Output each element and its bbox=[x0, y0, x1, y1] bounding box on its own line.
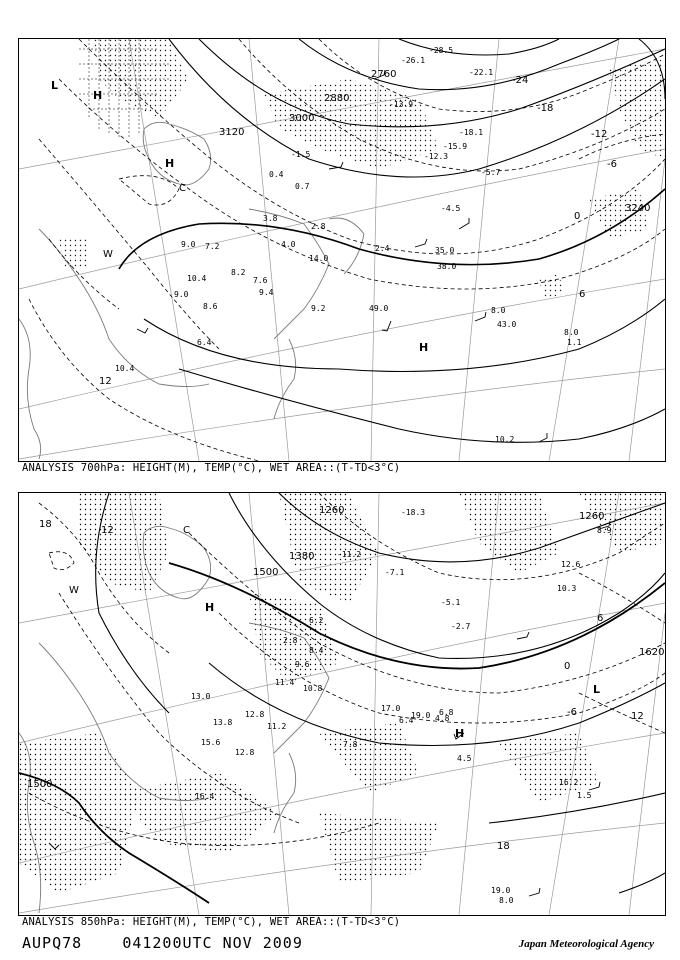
isotherm-label: -18 bbox=[537, 103, 554, 114]
station-plot-value: 8.9 bbox=[597, 526, 612, 535]
isotherm-label: 6 bbox=[597, 613, 604, 624]
station-plot-value: 35.0 bbox=[435, 246, 455, 255]
station-plot-value: 2.8 bbox=[311, 222, 326, 231]
station-plot-value: 6.2 bbox=[309, 616, 324, 625]
isotherm-label: 12 bbox=[101, 525, 114, 536]
station-plot-value: -15.9 bbox=[443, 142, 468, 151]
caption-850hpa: ANALYSIS 850hPa: HEIGHT(M), TEMP(°C), WET AREA::(T-TD<3°C) bbox=[22, 916, 401, 928]
station-plot-value: -2.7 bbox=[451, 622, 471, 631]
station-plot-value: 43.0 bbox=[497, 320, 517, 329]
product-header bbox=[22, 934, 303, 952]
height-contour-label: 1620 bbox=[639, 647, 665, 658]
pressure-center-label: H bbox=[419, 341, 429, 354]
station-plot-value: 6.4 bbox=[197, 338, 212, 347]
height-contour-label: 3240 bbox=[625, 203, 651, 214]
station-plot-value: 0.7 bbox=[295, 182, 310, 191]
station-plot-value: -5.7 bbox=[481, 168, 501, 177]
pressure-center-label: L bbox=[593, 683, 601, 696]
station-plot-value: 4.0 bbox=[281, 240, 296, 249]
pressure-center-label: H bbox=[455, 727, 465, 740]
station-plot-value: 7.8 bbox=[343, 740, 358, 749]
station-plot-value: -4.5 bbox=[441, 204, 461, 213]
pressure-center-label: L bbox=[51, 79, 59, 92]
station-plot-value: 10.4 bbox=[187, 274, 207, 283]
wet-area-shading bbox=[59, 39, 665, 299]
height-contour-label: 1500 bbox=[27, 779, 53, 790]
agency-credit: Japan Meteorological Agency bbox=[518, 938, 654, 950]
height-contour-label: 1260 bbox=[579, 511, 605, 522]
station-plot-value: 11.4 bbox=[275, 678, 295, 687]
isotherm-label: W bbox=[103, 249, 113, 260]
isotherm-label: 12 bbox=[99, 376, 112, 387]
height-contour-label: 2760 bbox=[371, 69, 397, 80]
height-contour-label: 1260 bbox=[319, 505, 345, 516]
map-700hpa-canvas bbox=[19, 39, 665, 461]
isotherm-label: -12 bbox=[591, 129, 608, 140]
station-plot-value: -18.3 bbox=[401, 508, 426, 517]
station-plot-value: 3.8 bbox=[263, 214, 278, 223]
station-plot-value: 8.4 bbox=[309, 646, 324, 655]
pressure-center-label: H bbox=[165, 157, 175, 170]
station-plot-value: 16.4 bbox=[195, 792, 215, 801]
station-plot-value: 11.2 bbox=[267, 722, 287, 731]
station-plot-value: 14.0 bbox=[309, 254, 329, 263]
station-plot-value: -11.2 bbox=[337, 550, 362, 559]
isotherm-label: -6 bbox=[607, 159, 617, 170]
station-plot-value: -13.9 bbox=[389, 100, 414, 109]
station-plot-value: 16.2 bbox=[559, 778, 579, 787]
station-plot-value: 4.5 bbox=[457, 754, 472, 763]
station-plot-value: 38.0 bbox=[437, 262, 457, 271]
station-plot-value: -28.5 bbox=[429, 46, 454, 55]
station-plot-value: 1.5 bbox=[577, 791, 592, 800]
station-plot-value: -7.1 bbox=[385, 568, 405, 577]
height-contour-label: 1380 bbox=[289, 551, 315, 562]
station-plot-value: 2.8 bbox=[283, 636, 298, 645]
station-plot-value: 7.6 bbox=[253, 276, 268, 285]
station-plot-value: -1.5 bbox=[291, 150, 311, 159]
isotherm-label: 6 bbox=[579, 289, 586, 300]
station-plot-value: 6.4 bbox=[399, 716, 414, 725]
isotherm-label: 12 bbox=[631, 711, 644, 722]
isotherm-label: W bbox=[69, 585, 79, 596]
station-plot-value: 8.2 bbox=[231, 268, 246, 277]
station-plot-value: 49.0 bbox=[369, 304, 389, 313]
station-plot-value: 10.3 bbox=[557, 584, 577, 593]
station-plot-value: -26.1 bbox=[401, 56, 426, 65]
station-plot-value: 8.0 bbox=[499, 896, 514, 905]
isotherm-label: 0 bbox=[574, 211, 581, 222]
product-code: AUPQ78 bbox=[22, 934, 83, 952]
station-plot-value: 12.8 bbox=[235, 748, 255, 757]
station-plot-value: 8.0 bbox=[491, 306, 506, 315]
station-plot-value: 8.6 bbox=[203, 302, 218, 311]
isotherm-label: 0 bbox=[564, 661, 571, 672]
station-plot-value: 1.1 bbox=[567, 338, 582, 347]
coastlines bbox=[19, 122, 364, 459]
station-plot-value: 10.2 bbox=[495, 435, 515, 444]
station-plot-value: 9.2 bbox=[311, 304, 326, 313]
station-plot-value: 4.8 bbox=[435, 714, 450, 723]
station-plot-value: 10.8 bbox=[303, 684, 323, 693]
station-plot-value: 15.6 bbox=[201, 738, 221, 747]
analysis-700hpa-map bbox=[18, 38, 666, 462]
station-plot-value: 7.2 bbox=[205, 242, 220, 251]
station-plot-value: 17.0 bbox=[381, 704, 401, 713]
station-plot-value: 0.4 bbox=[269, 170, 284, 179]
height-contour-label: 3000 bbox=[289, 113, 315, 124]
analysis-850hpa-map bbox=[18, 492, 666, 916]
isotherm-label: C bbox=[179, 183, 186, 194]
station-plot-value: 9.6 bbox=[295, 660, 310, 669]
isotherm-label: -6 bbox=[567, 707, 577, 718]
height-contour-label: 2880 bbox=[324, 93, 350, 104]
station-plot-value: -18.1 bbox=[459, 128, 484, 137]
station-plot-value: 10.4 bbox=[115, 364, 135, 373]
station-plot-value: 6.8 bbox=[439, 708, 454, 717]
isotherm-label: 18 bbox=[39, 519, 52, 530]
station-plot-value: 12.8 bbox=[245, 710, 265, 719]
station-plot-value: 9.0 bbox=[174, 290, 189, 299]
station-plot-value: -5.1 bbox=[441, 598, 461, 607]
analysis-datetime: 041200UTC NOV 2009 bbox=[122, 934, 303, 952]
map-850hpa-canvas bbox=[19, 493, 665, 915]
pressure-center-label: H bbox=[205, 601, 215, 614]
station-plot-value: 13.8 bbox=[213, 718, 233, 727]
station-plot-value: 13.0 bbox=[191, 692, 211, 701]
station-plot-value: -22.1 bbox=[469, 68, 494, 77]
height-contour-label: 3120 bbox=[219, 127, 245, 138]
station-plot-value: 2.4 bbox=[375, 244, 390, 253]
isotherm-label: C bbox=[183, 525, 190, 536]
station-plot-value: 9.0 bbox=[181, 240, 196, 249]
caption-700hpa: ANALYSIS 700hPa: HEIGHT(M), TEMP(°C), WET AREA::(T-TD<3°C) bbox=[22, 462, 401, 474]
isotherm-label: 18 bbox=[497, 841, 510, 852]
isotherm-label: -24 bbox=[512, 75, 529, 86]
station-plot-value: 9.4 bbox=[259, 288, 274, 297]
station-plot-value: 19.0 bbox=[411, 711, 431, 720]
height-contour-label: 1500 bbox=[253, 567, 279, 578]
station-plot-value: 12.6 bbox=[561, 560, 581, 569]
pressure-center-label: H bbox=[93, 89, 103, 102]
station-plot-value: 8.0 bbox=[564, 328, 579, 337]
station-plot-value: 19.0 bbox=[491, 886, 511, 895]
station-plot-value: -12.3 bbox=[424, 152, 449, 161]
